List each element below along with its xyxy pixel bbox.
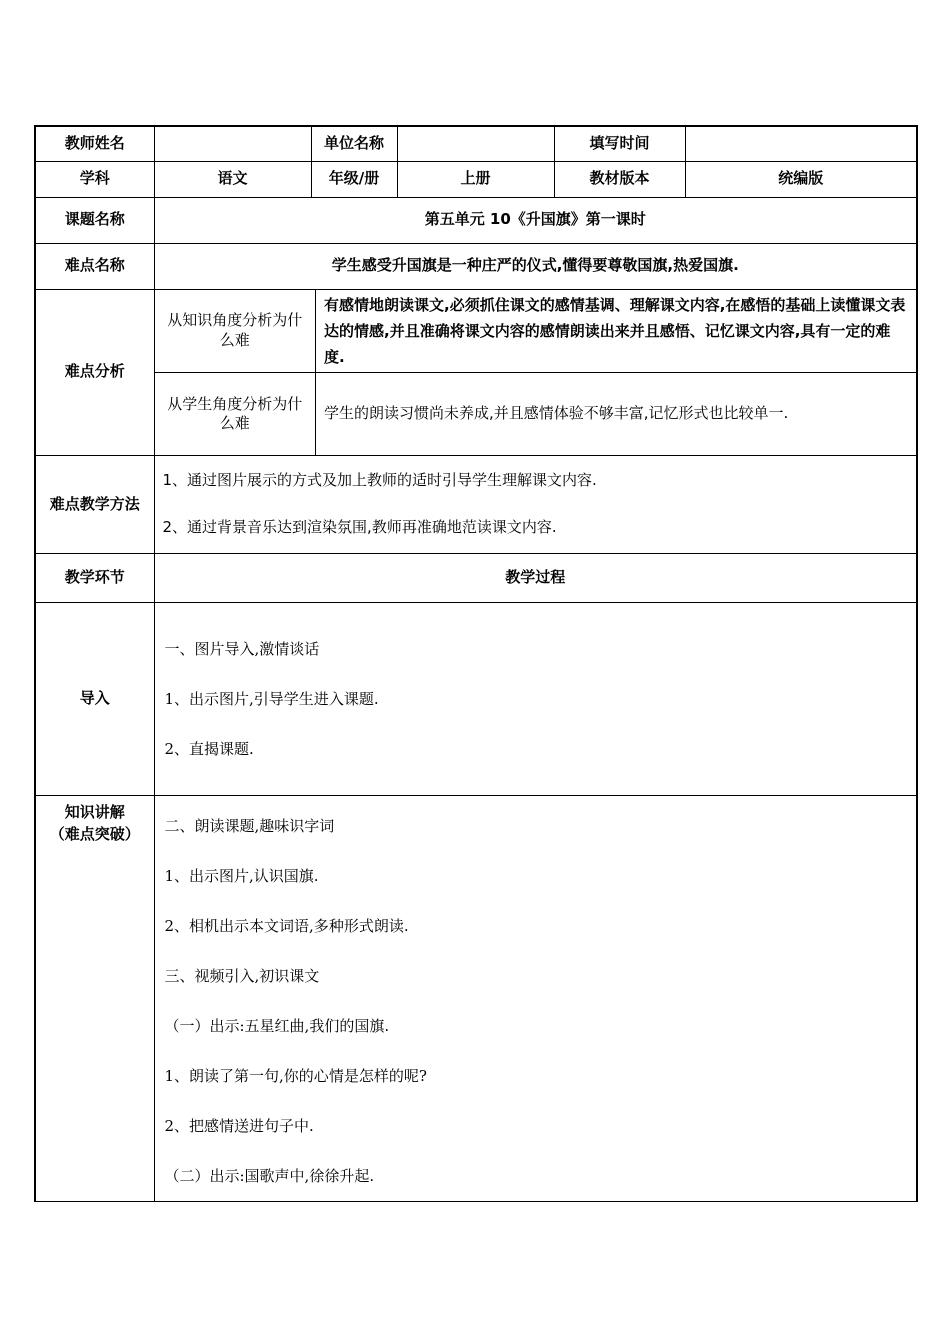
intro-line: 2、直揭课题. [164, 739, 254, 758]
intro-line: 一、图片导入,激情谈话 [164, 639, 320, 658]
unit-name-label: 单位名称 [311, 126, 397, 161]
topic-label: 课题名称 [35, 197, 154, 243]
grade-label: 年级/册 [311, 161, 397, 197]
topic-value: 第五单元 10《升国旗》第一课时 [154, 197, 917, 243]
fill-date-label: 填写时间 [554, 126, 685, 161]
knowledge-line: 2、把感情送进句子中. [164, 1116, 314, 1135]
knowledge-line: 二、朗读课题,趣味识字词 [164, 816, 335, 835]
analysis-subtable [155, 290, 917, 455]
student-angle-label: 从学生角度分析为什么难 [155, 373, 316, 455]
method-item: 2、通过背景音乐达到渲染氛围,教师再准确地范读课文内容. [162, 518, 557, 537]
methods-cell [154, 455, 917, 553]
knowledge-line: 2、相机出示本文词语,多种形式朗读. [164, 916, 409, 935]
subject-value: 语文 [154, 161, 311, 197]
fill-date-value[interactable] [685, 126, 917, 161]
intro-content [154, 602, 917, 795]
knowledge-content [154, 795, 917, 1201]
subject-label: 学科 [35, 161, 154, 197]
knowledge-stage-label-line2: （难点突破） [49, 824, 140, 843]
edition-value: 统编版 [685, 161, 917, 197]
teacher-name-label: 教师姓名 [35, 126, 154, 161]
grade-value: 上册 [397, 161, 554, 197]
lesson-plan-table [34, 125, 918, 1202]
analysis-cell [154, 289, 917, 455]
process-header: 教学过程 [154, 553, 917, 602]
method-item: 1、通过图片展示的方式及加上教师的适时引导学生理解课文内容. [162, 470, 597, 489]
knowledge-line: 1、朗读了第一句,你的心情是怎样的呢? [164, 1066, 427, 1085]
knowledge-line: （一）出示:五星红曲,我们的国旗. [164, 1016, 390, 1035]
knowledge-line: 三、视频引入,初识课文 [164, 966, 320, 985]
knowledge-line: （二）出示:国歌声中,徐徐升起. [164, 1166, 375, 1185]
edition-label: 教材版本 [554, 161, 685, 197]
analysis-label: 难点分析 [35, 289, 154, 455]
knowledge-stage-label-line1: 知识讲解 [64, 802, 125, 821]
student-angle-value: 学生的朗读习惯尚未养成,并且感情体验不够丰富,记忆形式也比较单一. [316, 373, 917, 455]
knowledge-line: 1、出示图片,认识国旗. [164, 866, 319, 885]
unit-name-value[interactable] [397, 126, 554, 161]
intro-line: 1、出示图片,引导学生进入课题. [164, 689, 379, 708]
teacher-name-value[interactable] [154, 126, 311, 161]
difficulty-label: 难点名称 [35, 243, 154, 289]
methods-label: 难点教学方法 [35, 455, 154, 553]
difficulty-value: 学生感受升国旗是一种庄严的仪式,懂得要尊敬国旗,热爱国旗. [154, 243, 917, 289]
intro-stage-label: 导入 [35, 602, 154, 795]
stage-header: 教学环节 [35, 553, 154, 602]
knowledge-angle-label: 从知识角度分析为什么难 [155, 290, 316, 373]
knowledge-angle-value: 有感情地朗读课文,必须抓住课文的感情基调、理解课文内容,在感悟的基础上读懂课文表达的情感,并且准确将课文内容的感情朗读出来并且感悟、记忆课文内容,具有一定的难度. [316, 290, 917, 373]
knowledge-stage-label [35, 795, 154, 1201]
